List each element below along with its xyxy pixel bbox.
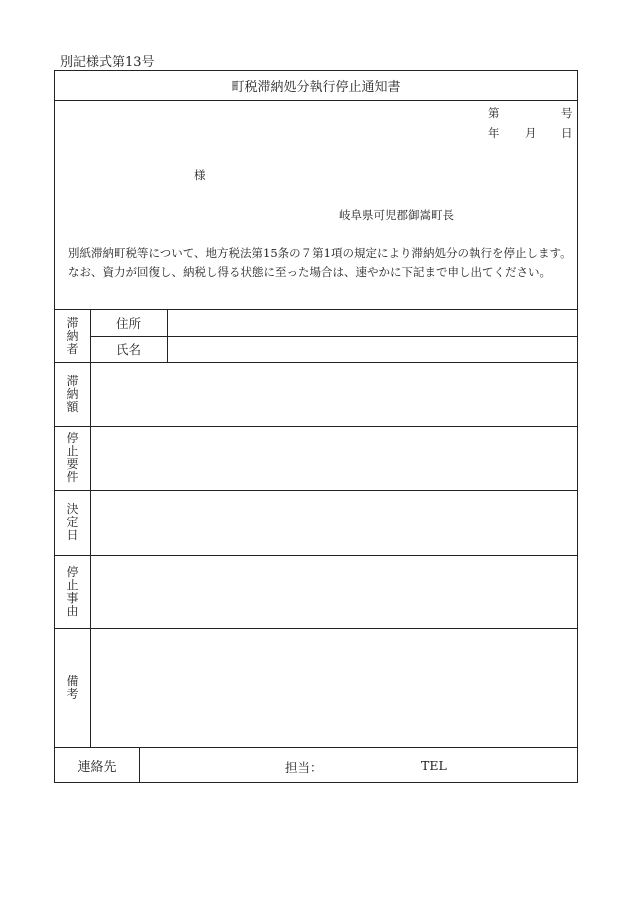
remarks-field[interactable] xyxy=(91,628,577,747)
contact-divider xyxy=(139,747,140,782)
notice-form xyxy=(54,70,578,783)
issuer-name: 岐阜県可児郡御嵩町長 xyxy=(339,208,454,222)
body-paragraph-1: 別紙滞納町税等について、地方税法第15条の７第1項の規定により滞納処分の執行を停止します。 xyxy=(68,246,572,260)
notice-body xyxy=(55,244,577,282)
amount-field[interactable] xyxy=(91,362,577,426)
reason-field[interactable] xyxy=(91,555,577,628)
notice-header xyxy=(55,101,577,310)
date-day: 日 xyxy=(561,126,573,140)
name-label: 氏名 xyxy=(115,342,141,357)
name-field[interactable] xyxy=(168,336,577,362)
requirement-label: 停 止 要 件 xyxy=(66,431,79,484)
contact-tel-label: TEL xyxy=(421,758,447,773)
amount-label: 滞 納 額 xyxy=(66,373,79,414)
date-year: 年 xyxy=(488,126,500,140)
remarks-label: 備 考 xyxy=(66,673,79,701)
contact-person-label: 担当： xyxy=(285,760,323,775)
address-field[interactable] xyxy=(168,310,577,336)
date-month: 月 xyxy=(525,126,537,140)
address-label: 住所 xyxy=(115,316,141,331)
form-title: 町税滞納処分執行停止通知書 xyxy=(55,71,577,101)
reason-label: 停 止 事 由 xyxy=(66,564,79,618)
decision-date-label: 決 定 日 xyxy=(66,502,79,542)
form-number-label: 別記様式第13号 xyxy=(60,55,155,70)
contact-label: 連絡先 xyxy=(77,759,117,775)
addressee-suffix: 様 xyxy=(194,168,206,182)
number-suffix: 号 xyxy=(561,106,573,120)
number-prefix: 第 xyxy=(488,106,500,120)
delinquent-label: 滞 納 者 xyxy=(66,315,79,356)
decision-date-field[interactable] xyxy=(91,490,577,555)
body-paragraph-2: なお、資力が回復し、納税し得る状態に至った場合は、速やかに下記まで申し出てください。 xyxy=(68,265,551,279)
requirement-field[interactable] xyxy=(91,426,577,490)
